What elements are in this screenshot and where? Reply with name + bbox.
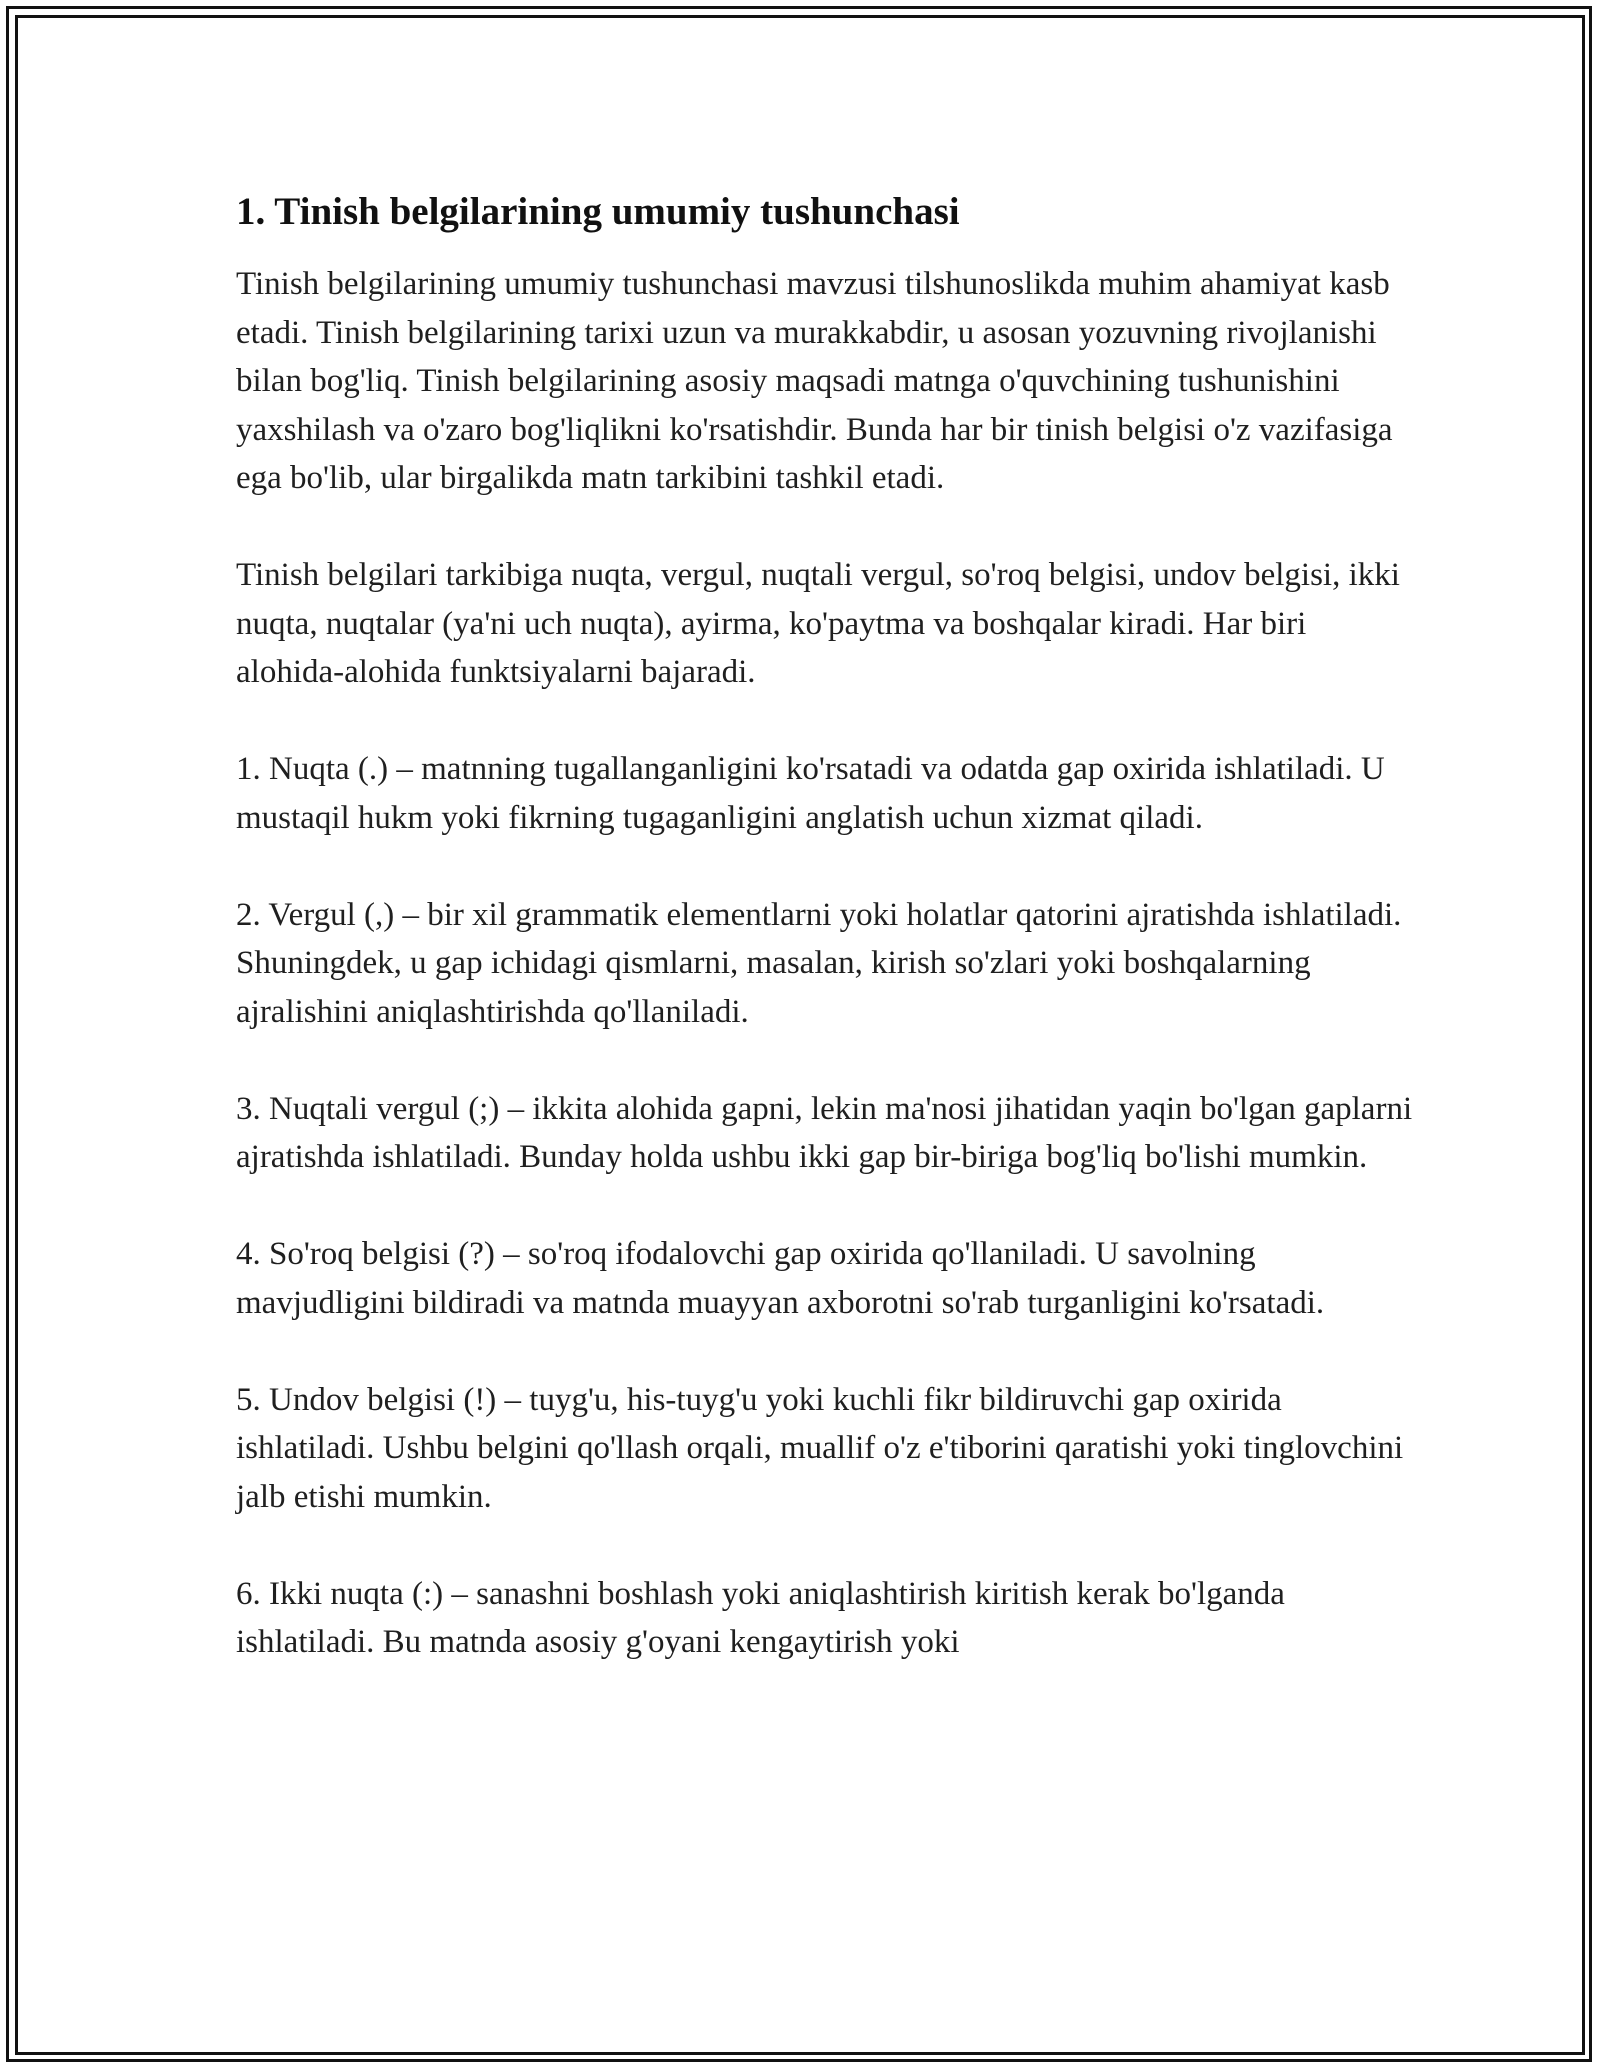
paragraph-item-semicolon: 3. Nuqtali vergul (;) – ikkita alohida gapni, lekin ma'nosi jihatidan yaqin bo'lgan gaplarni ajratishda ishlatiladi. Bunday holda ushbu ikki gap bir-biriga bog'liq bo'lishi mumkin. <box>236 1090 1413 1175</box>
paragraph-item-colon: 6. Ikki nuqta (:) – sanashni boshlash yoki aniqlashtirish kiritish kerak bo'lganda ishlatiladi. Bu matnda asosiy g'oyani kengaytirish yoki <box>236 1575 1285 1660</box>
section-heading: 1. Tinish belgilarining umumiy tushunchasi <box>236 190 960 233</box>
paragraph-item-comma: 2. Vergul (,) – bir xil grammatik elementlarni yoki holatlar qatorini ajratishda ishlatiladi. Shuningdek, u gap ichidagi qismlarni, masalan, kirish so'zlari yoki boshqalarning ajralishini aniqlashtirishda qo'llaniladi. <box>236 896 1402 1030</box>
document-body <box>236 186 1416 1715</box>
paragraph-intro: Tinish belgilarining umumiy tushunchasi mavzusi tilshunoslikda muhim ahamiyat kasb etadi. Tinish belgilarining tarixi uzun va murakkabdir, u asosan yozuvning rivojlanishi bilan bog'liq. Tinish belgilarining asosiy maqsadi matnga o'quvchining tushunishini yaxshilash va o'zaro bog'liqlikni ko'rsatishdir. Bunda har bir tinish belgisi o'z vazifasiga ega bo'lib, ular birgalikda matn tarkibini tashkil etadi. <box>236 266 1393 496</box>
paragraph-item-question-mark: 4. So'roq belgisi (?) – so'roq ifodalovchi gap oxirida qo'llaniladi. U savolning mavjudligini bildiradi va matnda muayyan axborotni so'rab turganligini ko'rsatadi. <box>236 1236 1325 1321</box>
paragraph-composition: Tinish belgilari tarkibiga nuqta, vergul, nuqtali vergul, so'roq belgisi, undov belgisi, ikki nuqta, nuqtalar (ya'ni uch nuqta), ayirma, ko'paytma va boshqalar kiradi. Har biri alohida-alohida funktsiyalarni bajaradi. <box>236 557 1400 690</box>
paragraph-item-period: 1. Nuqta (.) – matnning tugallanganligini ko'rsatadi va odatda gap oxirida ishlatiladi. U mustaqil hukm yoki fikrning tugaganligini anglatish uchun xizmat qiladi. <box>236 751 1385 836</box>
paragraph-item-exclamation-mark: 5. Undov belgisi (!) – tuyg'u, his-tuyg'u yoki kuchli fikr bildiruvchi gap oxirida ishlatiladi. Ushbu belgini qo'llash orqali, muallif o'z e'tiborini qaratishi yoki tinglovchini jalb etishi mumkin. <box>236 1381 1404 1515</box>
